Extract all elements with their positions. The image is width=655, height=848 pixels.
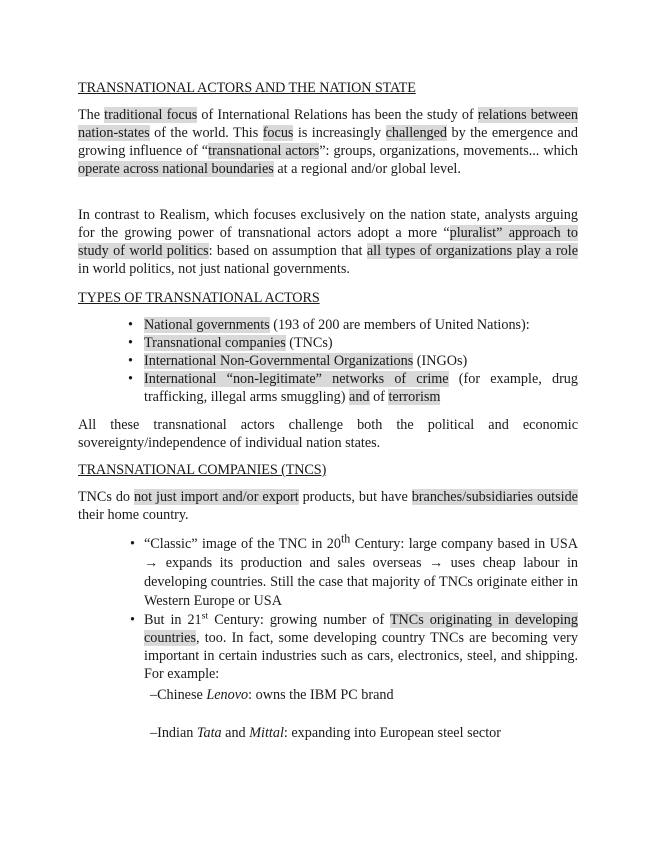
text-run: at a regional and/or global level. <box>273 161 461 177</box>
text-run: of <box>369 389 389 405</box>
text-run: –Indian <box>150 725 197 741</box>
section-heading-types: TYPES OF TRANSNATIONAL ACTORS <box>78 290 320 306</box>
tnc-points-list <box>128 531 578 683</box>
text-run: But in 21 <box>144 612 202 628</box>
paragraph-traditional-focus <box>78 106 578 178</box>
highlight-all-types: all types of organizations play a role <box>366 243 579 259</box>
highlight-not-just-import: not just import and/or export <box>133 489 299 505</box>
highlight-transnational-companies: Transnational companies <box>144 335 286 351</box>
paragraph-realism-contrast <box>78 206 578 278</box>
text-run: The <box>78 107 105 123</box>
text-run: of International Relations has been the study of <box>197 107 478 123</box>
section-heading-tncs: TRANSNATIONAL COMPANIES (TNCS) <box>78 462 327 478</box>
highlight-focus: focus <box>262 125 294 141</box>
superscript: th <box>340 531 351 546</box>
company-name-tata: Tata <box>196 725 222 741</box>
list-item <box>128 316 578 334</box>
text-run: (for example, drug trafficking, illegal arms smuggling) <box>144 371 578 405</box>
text-run: and <box>221 725 250 741</box>
list-item <box>128 352 578 370</box>
example-lenovo <box>150 686 394 704</box>
highlight-crime-networks: International “non-legitimate” networks of crime <box>144 371 449 387</box>
highlight-traditional-focus: traditional focus <box>104 107 198 123</box>
list-item <box>128 531 578 611</box>
highlight-terrorism: terrorism <box>388 389 441 405</box>
text-run: is increasingly <box>293 125 386 141</box>
highlight-national-governments: National governments <box>144 317 270 333</box>
highlight-transnational-actors: transnational actors <box>208 143 320 159</box>
highlight-operate-across: operate across national boundaries <box>78 161 274 177</box>
text-run: their home country. <box>78 507 189 523</box>
text-run: “Classic” image of the TNC in 20 <box>144 536 341 552</box>
list-item <box>128 334 578 352</box>
company-name-mittal: Mittal <box>249 725 284 741</box>
text-run: by the emergence and growing influence of “ <box>78 125 578 159</box>
text-run: TNCs do <box>78 489 134 505</box>
text-run: : owns the IBM PC brand <box>248 687 394 703</box>
list-item <box>128 370 578 406</box>
text-run: : based on assumption that <box>208 243 367 259</box>
superscript: st <box>201 610 209 622</box>
text-run: : expanding into European steel sector <box>283 725 501 741</box>
text-run: in world politics, not just national governments. <box>78 261 350 277</box>
highlight-pluralist: pluralist” approach to study of world politics <box>78 225 578 259</box>
text-run: (193 of 200 are members of United Nations): <box>269 317 530 333</box>
text-run: In contrast to Realism, which focuses exclusively on the nation state, analysts arguing for the growing power of transnational actors adopt a more “ <box>78 207 578 241</box>
text-run: ”: groups, organizations, movements... which <box>319 143 578 159</box>
text-run: , too. In fact, some developing country TNCs are becoming very important in certain industries such as cars, electronics, steel, and shipping. For example: <box>144 630 578 682</box>
section-heading-transnational-actors: TRANSNATIONAL ACTORS AND THE NATION STATE <box>78 80 416 96</box>
text-run: –Chinese <box>150 687 207 703</box>
highlight-and: and <box>349 389 370 405</box>
example-tata-mittal <box>150 724 501 742</box>
company-name-lenovo: Lenovo <box>206 687 249 703</box>
text-run: Century: large company based in USA → expands its production and sales overseas → uses cheap labour in developing countries. Still the case that majority of TNCs originate either in Western Europe or USA <box>144 536 578 609</box>
highlight-challenged: challenged <box>385 125 448 141</box>
text-run: products, but have <box>298 489 412 505</box>
list-item <box>128 611 578 683</box>
highlight-ingos: International Non-Governmental Organizations <box>144 353 414 369</box>
paragraph-challenge-sovereignty: All these transnational actors challenge both the political and economic sovereignty/independence of individual nation states. <box>78 417 578 451</box>
highlight-relations: relations between nation-states <box>78 107 579 141</box>
actor-types-list <box>128 316 578 406</box>
paragraph-tncs-intro <box>78 488 578 524</box>
text-run: Century: growing number of <box>208 612 390 628</box>
highlight-branches-outside: branches/subsidiaries outside <box>411 489 578 505</box>
text-run: of the world. This <box>149 125 263 141</box>
highlight-tncs-developing: TNCs originating in developing countries <box>144 612 578 646</box>
text-run: (TNCs) <box>285 335 333 351</box>
text-run: (INGOs) <box>413 353 468 369</box>
